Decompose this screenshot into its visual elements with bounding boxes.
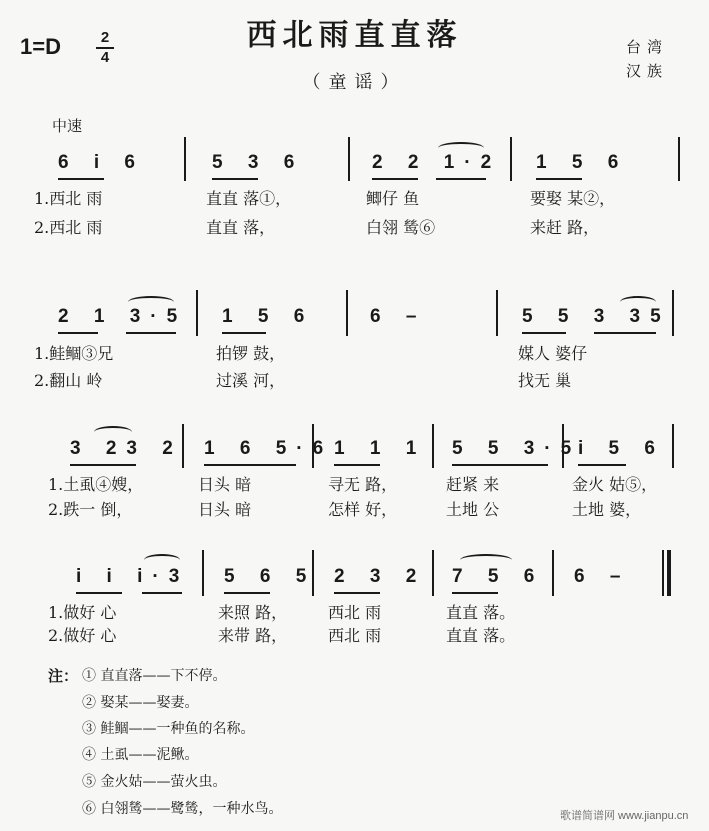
tempo-marking: 中速 bbox=[52, 117, 83, 135]
barline bbox=[432, 424, 434, 468]
measure-notes: 5 3 6 bbox=[212, 152, 305, 173]
barline bbox=[184, 137, 186, 181]
slur bbox=[144, 554, 180, 566]
song-subtitle: （童谣） bbox=[302, 72, 407, 93]
footnote: ② 娶某——娶妻。 bbox=[82, 695, 199, 711]
barline bbox=[202, 550, 204, 596]
beat-underline bbox=[536, 178, 582, 180]
origin-ethnicity: 汉族 bbox=[626, 62, 669, 80]
beat-underline bbox=[578, 464, 626, 466]
beat-underline bbox=[212, 178, 258, 180]
measure-notes: 2 1 3·5 bbox=[58, 306, 188, 327]
slur bbox=[460, 554, 512, 566]
measure-notes: i 5 6 bbox=[578, 438, 665, 459]
footnote: ⑤ 金火姑——萤火虫。 bbox=[82, 774, 227, 790]
beat-underline bbox=[142, 592, 182, 594]
lyric-verse-2: 土地 婆， bbox=[572, 500, 642, 519]
measure-notes: 5 5 3·5 bbox=[452, 438, 582, 459]
beat-underline bbox=[436, 178, 486, 180]
lyric-verse-1: 1.土虱④嫂， bbox=[48, 475, 144, 494]
origin-region: 台湾 bbox=[626, 38, 669, 56]
lyric-verse-2: 2.跌一 倒， bbox=[48, 500, 133, 519]
barline bbox=[346, 290, 348, 336]
beat-underline bbox=[452, 592, 498, 594]
measure-notes: 6 – bbox=[370, 306, 427, 327]
measure-notes: 1 1 1 bbox=[334, 438, 427, 459]
beat-underline bbox=[452, 464, 548, 466]
lyric-verse-1: 来照 路， bbox=[218, 603, 288, 622]
beat-underline bbox=[334, 464, 380, 466]
barline bbox=[678, 137, 680, 181]
measure-notes: 1 6 5·6 bbox=[204, 438, 334, 459]
final-barline bbox=[667, 550, 671, 596]
lyric-verse-2: 来带 路， bbox=[218, 626, 288, 645]
barline bbox=[510, 137, 512, 181]
beat-underline bbox=[372, 178, 418, 180]
measure-notes: 1 5 6 bbox=[536, 152, 629, 173]
barline bbox=[196, 290, 198, 336]
measure-notes: 6 i 6 bbox=[58, 152, 145, 173]
footnote: ④ 土虱——泥鳅。 bbox=[82, 747, 199, 763]
measure-notes: 5 5 3 35 bbox=[522, 306, 671, 327]
meter-top: 2 bbox=[100, 29, 110, 46]
beat-underline bbox=[522, 332, 566, 334]
lyric-verse-2: 2.做好 心 bbox=[48, 626, 117, 645]
lyric-verse-1: 1.鲑鲴③兄 bbox=[34, 344, 114, 363]
beat-underline bbox=[126, 332, 176, 334]
beat-underline bbox=[204, 464, 296, 466]
measure-notes: 3 23 2 bbox=[70, 438, 183, 459]
beat-underline bbox=[70, 464, 136, 466]
measure-notes: i i i·3 bbox=[76, 566, 190, 587]
barline bbox=[496, 290, 498, 336]
slur bbox=[620, 296, 656, 308]
lyric-verse-2: 土地 公 bbox=[446, 500, 500, 519]
measure-notes: 1 5 6 bbox=[222, 306, 315, 327]
beat-underline bbox=[76, 592, 122, 594]
footnote: ⑥ 白翎鸶——鹭鸶，一种水鸟。 bbox=[82, 801, 283, 817]
lyric-verse-1: 直直 落①， bbox=[206, 189, 292, 208]
barline bbox=[672, 290, 674, 336]
lyric-verse-1: 寻无 路， bbox=[328, 475, 398, 494]
lyric-verse-2: 日头 暗 bbox=[198, 500, 252, 519]
slur bbox=[128, 296, 174, 308]
lyric-verse-1: 赶紧 来 bbox=[446, 475, 500, 494]
slur bbox=[438, 142, 484, 154]
measure-notes: 2 2 1·2 bbox=[372, 152, 502, 173]
lyric-verse-1: 媒人 婆仔 bbox=[518, 344, 588, 363]
footnote: ① 直直落——下不停。 bbox=[82, 668, 227, 684]
lyric-verse-1: 日头 暗 bbox=[198, 475, 252, 494]
lyric-verse-1: 1.做好 心 bbox=[48, 603, 117, 622]
lyric-verse-2: 西北 雨 bbox=[328, 626, 382, 645]
lyric-verse-1: 拍锣 鼓， bbox=[216, 344, 286, 363]
beat-underline bbox=[58, 178, 104, 180]
beat-underline bbox=[334, 592, 380, 594]
lyric-verse-1: 要娶 某②， bbox=[530, 189, 616, 208]
lyric-verse-2: 过溪 河， bbox=[216, 371, 286, 390]
beat-underline bbox=[224, 592, 270, 594]
lyric-verse-2: 找无 巢 bbox=[518, 371, 572, 390]
meter-bottom: 4 bbox=[100, 49, 110, 66]
lyric-verse-2: 来赶 路， bbox=[530, 218, 600, 237]
site-watermark: 歌谱简谱网 www.jianpu.cn bbox=[560, 810, 689, 822]
measure-notes: 5 6 5 bbox=[224, 566, 317, 587]
barline bbox=[552, 550, 554, 596]
lyric-verse-1: 西北 雨 bbox=[328, 603, 382, 622]
lyric-verse-2: 直直 落， bbox=[206, 218, 276, 237]
lyric-verse-2: 白翎 鸶⑥ bbox=[366, 218, 436, 237]
lyric-verse-2: 直直 落。 bbox=[446, 626, 516, 645]
lyric-verse-2: 2.翻山 岭 bbox=[34, 371, 103, 390]
barline bbox=[662, 550, 664, 596]
key-signature: 1=D bbox=[20, 34, 61, 59]
barline bbox=[348, 137, 350, 181]
lyric-verse-2: 2.西北 雨 bbox=[34, 218, 103, 237]
measure-notes: 2 3 2 bbox=[334, 566, 427, 587]
beat-underline bbox=[222, 332, 266, 334]
slur bbox=[94, 426, 132, 438]
lyric-verse-1: 鲫仔 鱼 bbox=[366, 189, 420, 208]
barline bbox=[432, 550, 434, 596]
beat-underline bbox=[58, 332, 98, 334]
lyric-verse-2: 怎样 好， bbox=[328, 500, 398, 519]
footnotes-label: 注： bbox=[48, 667, 79, 685]
barline bbox=[672, 424, 674, 468]
lyric-verse-1: 直直 落。 bbox=[446, 603, 516, 622]
song-title: 西北雨直直落 bbox=[246, 18, 463, 53]
footnote: ③ 鲑鲴——一种鱼的名称。 bbox=[82, 721, 255, 737]
lyric-verse-1: 1.西北 雨 bbox=[34, 189, 103, 208]
measure-notes: 6 – bbox=[574, 566, 631, 587]
beat-underline bbox=[594, 332, 656, 334]
lyric-verse-1: 金火 姑⑤， bbox=[572, 475, 658, 494]
measure-notes: 7 5 6 bbox=[452, 566, 545, 587]
